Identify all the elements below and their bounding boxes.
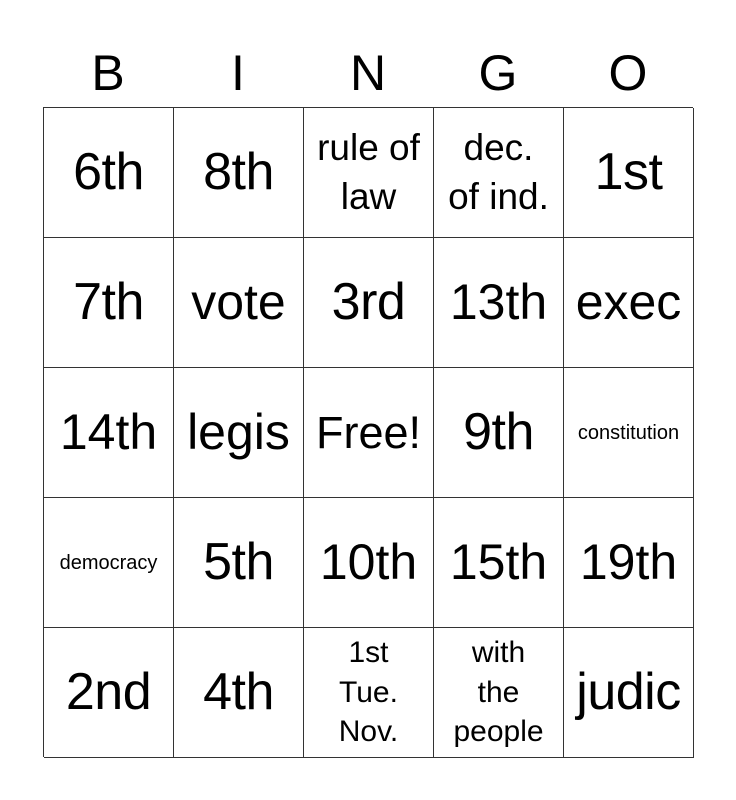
bingo-cell-r3-c5[interactable] [564, 368, 694, 498]
cell-text: democracy [59, 551, 158, 574]
cell-text: 6th [73, 143, 144, 202]
cell-text: 9th [463, 403, 534, 462]
header-letter-i: I [231, 45, 245, 101]
bingo-cell-r4-c3[interactable] [304, 498, 434, 628]
bingo-header [43, 42, 693, 104]
bingo-cell-r2-c1[interactable] [44, 238, 174, 368]
cell-text: 19th [579, 534, 678, 591]
bingo-cell-r5-c4[interactable] [434, 628, 564, 758]
bingo-cell-r4-c1[interactable] [44, 498, 174, 628]
bingo-cell-r3-c2[interactable] [174, 368, 304, 498]
cell-text: 1st [594, 143, 663, 202]
cell-text: exec [575, 274, 682, 331]
cell-text: 1st Tue. Nov. [338, 636, 399, 749]
cell-text: legis [187, 404, 290, 461]
bingo-cell-r1-c2[interactable] [174, 108, 304, 238]
bingo-cell-r3-c3-free[interactable] [304, 368, 434, 498]
bingo-board [43, 107, 693, 757]
cell-text: judic [576, 663, 681, 722]
bingo-cell-r2-c3[interactable] [304, 238, 434, 368]
bingo-cell-r4-c5[interactable] [564, 498, 694, 628]
cell-text: rule of law [317, 126, 420, 217]
cell-text: Free! [315, 406, 422, 458]
cell-text: 10th [319, 534, 418, 591]
cell-text: 4th [203, 663, 274, 722]
cell-text: dec. of ind. [448, 126, 549, 217]
bingo-cell-r1-c4[interactable] [434, 108, 564, 238]
bingo-cell-r3-c1[interactable] [44, 368, 174, 498]
header-letter-b: B [91, 45, 125, 101]
cell-text: 15th [449, 534, 548, 591]
bingo-cell-r1-c1[interactable] [44, 108, 174, 238]
bingo-cell-r4-c2[interactable] [174, 498, 304, 628]
cell-text: 5th [203, 533, 274, 592]
bingo-cell-r4-c4[interactable] [434, 498, 564, 628]
bingo-cell-r1-c3[interactable] [304, 108, 434, 238]
bingo-cell-r2-c4[interactable] [434, 238, 564, 368]
bingo-cell-r1-c5[interactable] [564, 108, 694, 238]
header-letter-n: N [349, 45, 387, 101]
bingo-cell-r5-c3[interactable] [304, 628, 434, 758]
cell-text: with the people [453, 636, 544, 749]
cell-text: 2nd [65, 663, 152, 722]
cell-text: 3rd [331, 273, 406, 332]
header-letter-g: G [478, 45, 518, 101]
bingo-cell-r2-c5[interactable] [564, 238, 694, 368]
bingo-cell-r5-c1[interactable] [44, 628, 174, 758]
bingo-cell-r5-c5[interactable] [564, 628, 694, 758]
bingo-cell-r5-c2[interactable] [174, 628, 304, 758]
bingo-cell-r2-c2[interactable] [174, 238, 304, 368]
cell-text: constitution [577, 421, 680, 444]
cell-text: 7th [73, 273, 144, 332]
cell-text: 14th [59, 404, 158, 461]
header-letter-o: O [608, 45, 648, 101]
cell-text: vote [191, 274, 286, 331]
bingo-cell-r3-c4[interactable] [434, 368, 564, 498]
cell-text: 13th [449, 274, 548, 331]
cell-text: 8th [203, 143, 274, 202]
